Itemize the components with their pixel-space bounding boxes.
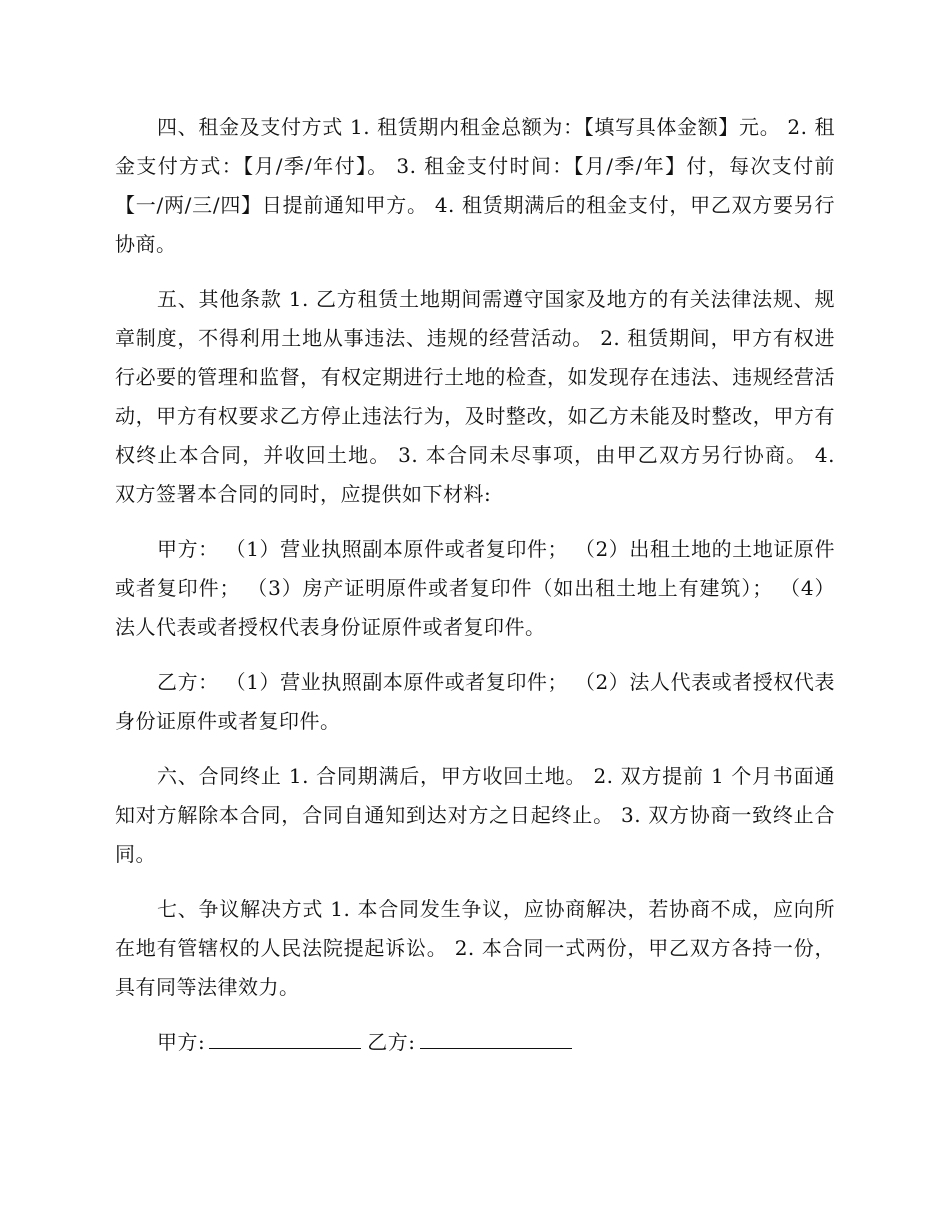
materials-party-a: 甲方： （1）营业执照副本原件或者复印件； （2）出租土地的土地证原件或者复印件； （3）房产证明原件或者复印件（如出租土地上有建筑）； （4）法人代表或者授权代表身份证原件或者复印件。 bbox=[115, 537, 835, 639]
clause-termination: 六、合同终止 1. 合同期满后，甲方收回土地。 2. 双方提前 1 个月书面通知对方解除本合同，合同自通知到达对方之日起终止。 3. 双方协商一致终止合同。 bbox=[115, 764, 835, 866]
party-b-signature-label: 乙方: bbox=[367, 1030, 416, 1054]
party-a-signature-blank bbox=[209, 1030, 361, 1049]
materials-party-b: 乙方： （1）营业执照副本原件或者复印件； （2）法人代表或者授权代表身份证原件或者复印件。 bbox=[115, 670, 835, 733]
signature-line bbox=[115, 1023, 835, 1062]
clause-rent-payment: 四、租金及支付方式 1. 租赁期内租金总额为：【填写具体金额】元。 2. 租金支付方式：【月/季/年付】。 3. 租金支付时间：【月/季/年】付，每次支付前【一/两/三/四】日提前通知甲方。 4. 租赁期满后的租金支付，甲乙双方要另行协商。 bbox=[115, 115, 835, 256]
party-b-signature-blank bbox=[420, 1030, 572, 1049]
clause-other-terms: 五、其他条款 1. 乙方租赁土地期间需遵守国家及地方的有关法律法规、规章制度，不得利用土地从事违法、违规的经营活动。 2. 租赁期间，甲方有权进行必要的管理和监督，有权定期进行土地的检查，如发现存在违法、违规经营活动，甲方有权要求乙方停止违法行为，及时整改，如乙方未能及时整改，甲方有权终止本合同，并收回土地。 3. 本合同未尽事项，由甲乙双方另行协商。 4. 双方签署本合同的同时，应提供如下材料: bbox=[115, 287, 835, 506]
party-a-signature-label: 甲方: bbox=[157, 1030, 206, 1054]
document-body bbox=[115, 108, 835, 1062]
clause-dispute-resolution: 七、争议解决方式 1. 本合同发生争议，应协商解决，若协商不成，应向所在地有管辖权的人民法院提起诉讼。 2. 本合同一式两份，甲乙双方各持一份，具有同等法律效力。 bbox=[115, 897, 835, 999]
